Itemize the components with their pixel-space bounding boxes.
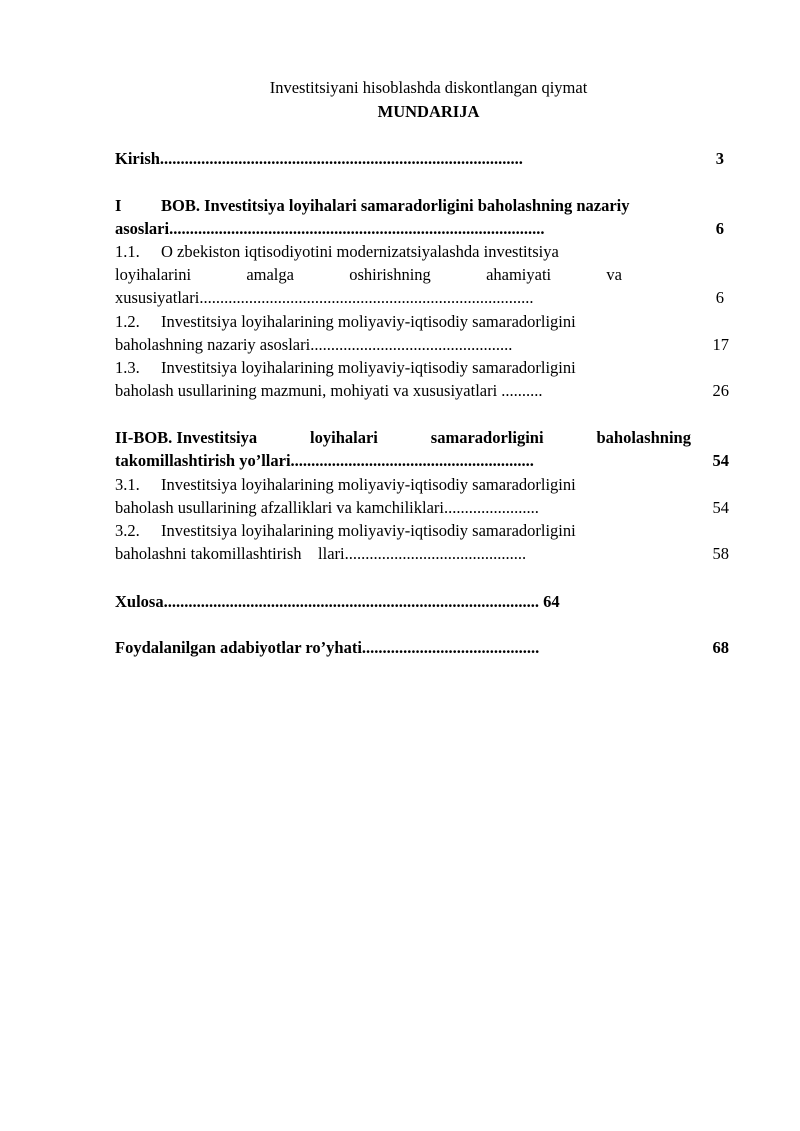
toc-3-2-number: 3.2.: [115, 521, 140, 540]
toc-1-1-word: amalga: [246, 265, 294, 284]
toc-bob1-roman: I: [115, 196, 122, 215]
toc-bob2-line2: takomillashtirish yo’llari...........................................................: [115, 451, 534, 470]
toc-3-1-page: 54: [712, 498, 729, 517]
toc-1-1-title: O zbekiston iqtisodiyotini modernizatsiyalashda investitsiya: [161, 242, 559, 261]
toc-bob2-word: II-BOB. Investitsiya: [115, 428, 258, 447]
toc-1-3-number: 1.3.: [115, 358, 140, 377]
toc-1-1-line2: [115, 265, 622, 285]
toc-kirish: Kirish........................................................................................: [115, 149, 523, 168]
toc-3-2-title: Investitsiya loyihalarining moliyaviy-iqtisodiy samaradorligini: [161, 521, 576, 540]
toc-3-1-line2: baholash usullarining afzalliklari va kamchiliklari.......................: [115, 498, 539, 517]
toc-1-2-number: 1.2.: [115, 312, 140, 331]
toc-kirish-page: 3: [715, 149, 724, 168]
toc-1-3-page: 26: [712, 381, 729, 400]
document-subtitle: Investitsiyani hisoblashda diskontlangan qiymat: [269, 78, 588, 97]
toc-3-1-number: 3.1.: [115, 475, 140, 494]
toc-1-1-number: 1.1.: [115, 242, 140, 261]
toc-3-1-title: Investitsiya loyihalarining moliyaviy-iqtisodiy samaradorligini: [161, 475, 576, 494]
toc-1-1-line3: xususiyatlari.................................................................................: [115, 288, 534, 307]
toc-1-1-page: 6: [715, 288, 724, 307]
toc-1-2-line1: [115, 312, 576, 332]
toc-adabiyotlar: Foydalanilgan adabiyotlar ro’yhati...........................................: [115, 638, 540, 657]
toc-1-1-word: oshirishning: [349, 265, 431, 284]
toc-3-2-line1: [115, 521, 576, 541]
toc-1-1-word: va: [606, 265, 622, 284]
toc-bob2-word: baholashning: [596, 428, 691, 447]
toc-1-3-title: Investitsiya loyihalarining moliyaviy-iqtisodiy samaradorligini: [161, 358, 576, 377]
toc-bob2-page: 54: [712, 451, 729, 470]
toc-3-2-line2: baholashni takomillashtirish llari............................................: [115, 544, 527, 563]
toc-1-3-line2: baholash usullarining mazmuni, mohiyati va xususiyatlari ..........: [115, 381, 543, 400]
toc-bob1-line2: asoslari...........................................................................................: [115, 219, 545, 238]
toc-3-2-page: 58: [712, 544, 729, 563]
toc-bob1-page: 6: [715, 219, 724, 238]
toc-xulosa: Xulosa........................................................................................... 64: [115, 592, 560, 611]
page-title: MUNDARIJA: [377, 102, 480, 121]
toc-bob1-line1: BOB. Investitsiya loyihalari samaradorligini baholashning nazariy: [161, 196, 630, 215]
toc-1-2-title: Investitsiya loyihalarining moliyaviy-iqtisodiy samaradorligini: [161, 312, 576, 331]
toc-1-1-word: loyihalarini: [115, 265, 192, 284]
toc-3-1-line1: [115, 475, 576, 495]
toc-1-2-line2: baholashning nazariy asoslari.................................................: [115, 335, 513, 354]
toc-bob2-word: samaradorligini: [430, 428, 544, 447]
toc-1-1-line1: [115, 242, 559, 262]
toc-bob2-line1: [115, 428, 691, 448]
toc-bob2-word: loyihalari: [310, 428, 378, 447]
toc-1-3-line1: [115, 358, 576, 378]
toc-adabiyotlar-page: 68: [712, 638, 729, 657]
toc-1-1-word: ahamiyati: [486, 265, 552, 284]
toc-1-2-page: 17: [712, 335, 729, 354]
